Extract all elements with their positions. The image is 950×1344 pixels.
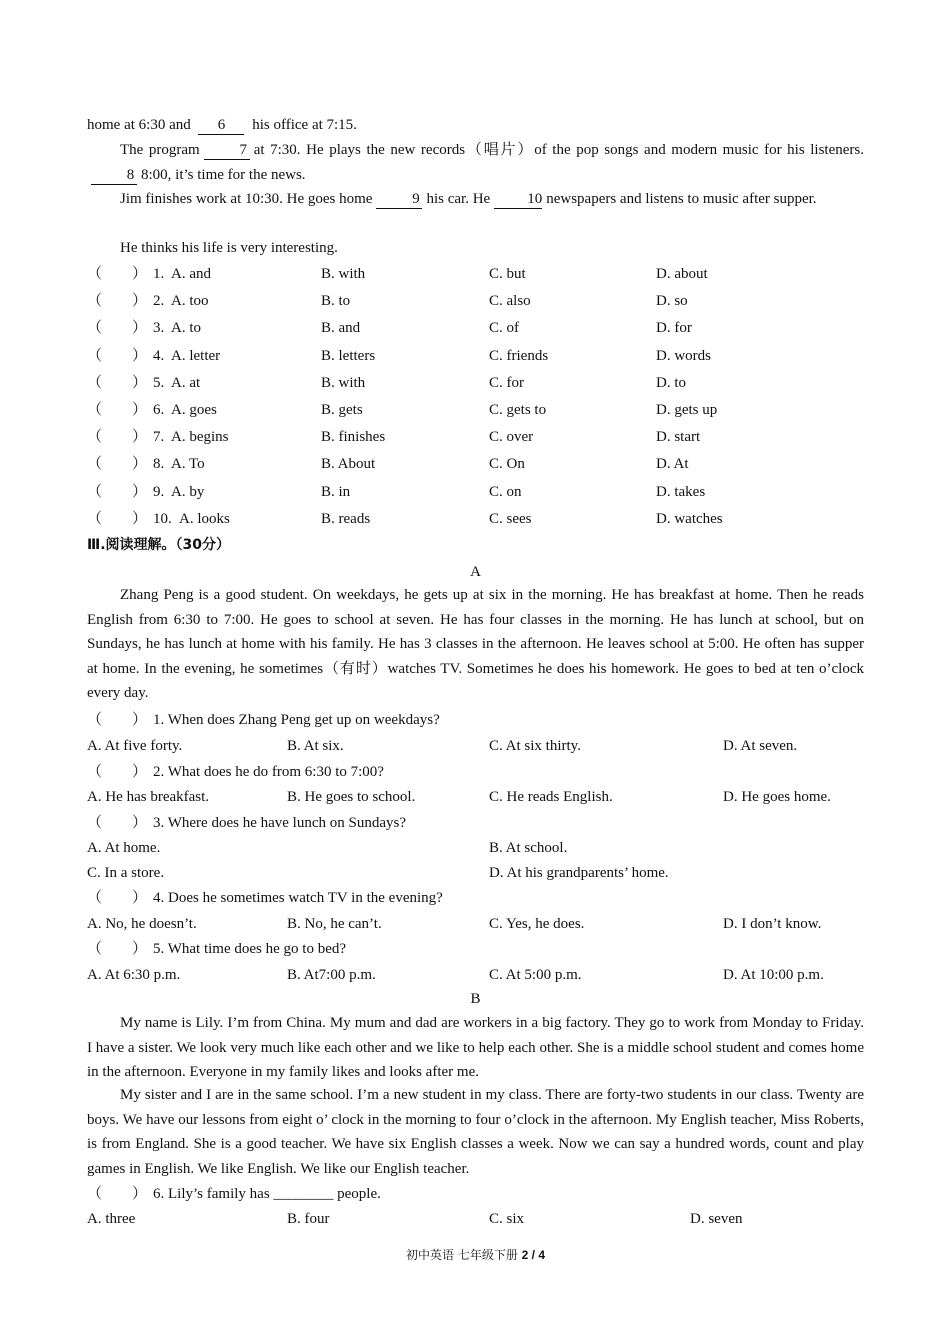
option-a: A. at — [171, 374, 201, 391]
option-b: B. in — [321, 483, 351, 500]
answer-paren: （ ） — [87, 347, 148, 364]
option-c: C. friends — [489, 347, 549, 364]
question-number: 4. — [153, 347, 165, 364]
option-d: D. for — [656, 320, 692, 337]
option-c: C. sees — [489, 510, 532, 527]
reading-b-paragraph-1: My name is Lily. I’m from China. My mum and dad are workers in a big factory. They go to work from Monday to Friday. I have a sister. We look very much like each other and we like to help each other. She is a middle school student and comes home in the afternoon. Everyone in my family likes and looks after me. — [87, 1015, 864, 1080]
option-d: D. start — [656, 429, 701, 446]
question-3-options-row-2: C. In a store. D. At his grandparents’ home. — [87, 865, 669, 881]
question-2-options: A. He has breakfast. B. He goes to school. C. He reads English. D. He goes home. — [87, 789, 831, 805]
option-d: D. to — [656, 374, 686, 391]
question-5: （ ） 5. What time does he go to bed? — [87, 941, 347, 957]
option-b: B. About — [321, 456, 376, 473]
passage-text: his office at 7:15. — [252, 117, 357, 133]
question-number: 3. — [153, 320, 165, 337]
question-2: （ ） 2. What does he do from 6:30 to 7:00? — [87, 764, 384, 780]
reading-b-paragraph-2: My sister and I are in the same school. I’m a new student in my class. There are forty-two students in our class. Twenty are boys. We have our lessons from eight o’ clock in the morning to four o’clock in the afternoon. My English teacher, Miss Roberts, is from England. She is a good teacher. We have six English classes a week. Now we can say a hundred words, count and play games in English. We like English. We like our English teacher. — [87, 1087, 864, 1177]
option-a: A. To — [171, 456, 205, 473]
cloze-option-row — [87, 291, 864, 311]
cloze-option-row — [87, 454, 864, 474]
question-4: （ ） 4. Does he sometimes watch TV in the evening? — [87, 890, 443, 906]
option-d: D. At — [656, 456, 689, 473]
answer-paren: （ ） — [87, 374, 148, 391]
option-a: A. to — [171, 320, 201, 337]
cloze-option-row — [87, 346, 864, 366]
answer-paren: （ ） — [87, 266, 148, 282]
option-d: D. about — [656, 266, 708, 282]
option-b: B. with — [321, 266, 366, 282]
blank-8: 8 — [91, 167, 137, 185]
passage-label-a: A — [470, 564, 481, 580]
footer-title: 初中英语 七年级下册 — [406, 1248, 522, 1262]
answer-paren: （ ） — [87, 429, 148, 446]
answer-paren: （ ） — [87, 483, 148, 500]
cloze-option-row — [87, 400, 864, 420]
cloze-option-row — [87, 373, 864, 393]
cloze-option-row — [87, 264, 864, 284]
question-1-options: A. At five forty. B. At six. C. At six thirty. D. At seven. — [87, 738, 798, 754]
section-heading: Ⅲ.阅读理解。（30分） — [87, 537, 231, 553]
question-6: （ ） 6. Lily’s family has ________ people. — [87, 1186, 381, 1202]
answer-paren: （ ） — [87, 293, 148, 310]
blank-9: 9 — [376, 191, 422, 209]
option-a: A. looks — [179, 510, 230, 527]
question-number: 9. — [153, 483, 165, 500]
page-footer — [87, 1246, 864, 1263]
cloze-option-row — [87, 318, 864, 338]
question-3: （ ） 3. Where does he have lunch on Sundays? — [87, 815, 406, 831]
option-b: B. and — [321, 320, 361, 337]
cloze-option-row — [87, 427, 864, 447]
passage-text: home at 6:30 and — [87, 117, 191, 133]
question-number: 2. — [153, 293, 165, 310]
blank-6: 6 — [198, 117, 244, 135]
answer-paren: （ ） — [87, 402, 148, 418]
option-a: A. letter — [171, 347, 221, 364]
question-5-options: A. At 6:30 p.m. B. At7:00 p.m. C. At 5:00 p.m. D. At 10:00 p.m. — [87, 967, 824, 983]
cloze-option-row — [87, 509, 864, 529]
option-c: C. of — [489, 320, 519, 337]
question-number: 7. — [153, 429, 165, 446]
answer-paren: （ ） — [87, 320, 148, 337]
question-number: 5. — [153, 374, 165, 391]
option-c: C. also — [489, 293, 531, 310]
option-d: D. watches — [656, 510, 723, 527]
option-a: A. and — [171, 266, 211, 282]
option-d: D. takes — [656, 483, 706, 500]
option-b: B. with — [321, 374, 366, 391]
question-1: （ ） 1. When does Zhang Peng get up on weekdays? — [87, 712, 440, 728]
option-b: B. finishes — [321, 429, 386, 446]
option-d: D. words — [656, 347, 711, 364]
question-3-options-row-1: A. At home. B. At school. — [87, 840, 568, 856]
option-b: B. letters — [321, 347, 376, 364]
option-a: A. goes — [171, 402, 217, 418]
question-number: 6. — [153, 402, 165, 418]
passage-label-b: B — [470, 991, 481, 1007]
option-d: D. gets up — [656, 402, 718, 418]
question-number: 10. — [153, 510, 172, 527]
blank-10: 10 — [494, 191, 542, 209]
passage-line-1 — [87, 115, 357, 135]
option-a: A. too — [171, 293, 209, 310]
option-c: C. over — [489, 429, 534, 446]
option-b: B. reads — [321, 510, 371, 527]
answer-paren: （ ） — [87, 510, 148, 527]
cloze-option-row — [87, 482, 864, 502]
option-c: C. on — [489, 483, 522, 500]
passage-paragraph-4: He thinks his life is very interesting. — [120, 240, 338, 256]
blank-7: 7 — [204, 142, 250, 160]
page-number: 2 / 4 — [521, 1248, 545, 1262]
option-c: C. but — [489, 266, 526, 282]
question-6-options: A. three B. four C. six D. seven — [87, 1211, 743, 1227]
option-b: B. gets — [321, 402, 363, 418]
option-b: B. to — [321, 293, 351, 310]
question-4-options: A. No, he doesn’t. B. No, he can’t. C. Yes, he does. D. I don’t know. — [87, 916, 822, 932]
reading-a-passage: Zhang Peng is a good student. On weekdays, he gets up at six in the morning. He has breakfast at home. Then he reads English from 6:30 to 7:00. He goes to school at seven. He has four classes in the morning. He has lunch at school, but on Sundays, he has lunch at home with his family. He has 3 classes in the afternoon. He leaves school at 5:00. He often has supper at home. In the evening, he sometimes（有时）watches TV. Sometimes he does his homework. He goes to bed at ten o’clock every day. — [87, 587, 864, 701]
option-d: D. so — [656, 293, 688, 310]
passage-paragraph-3: Jim finishes work at 10:30. He goes home 9 his car. He 10 newspapers and listens to music after supper. — [120, 191, 817, 207]
question-number: 8. — [153, 456, 165, 473]
option-c: C. for — [489, 374, 524, 391]
passage-paragraph-2: The program 7 at 7:30. He plays the new records（唱片）of the pop songs and modern music for his listeners. 8 8:00, it’s time for the news. — [87, 138, 864, 187]
answer-paren: （ ） — [87, 456, 148, 473]
option-a: A. begins — [171, 429, 229, 446]
option-a: A. by — [171, 483, 205, 500]
option-c: C. gets to — [489, 402, 547, 418]
question-number: 1. — [153, 266, 165, 282]
option-c: C. On — [489, 456, 525, 473]
